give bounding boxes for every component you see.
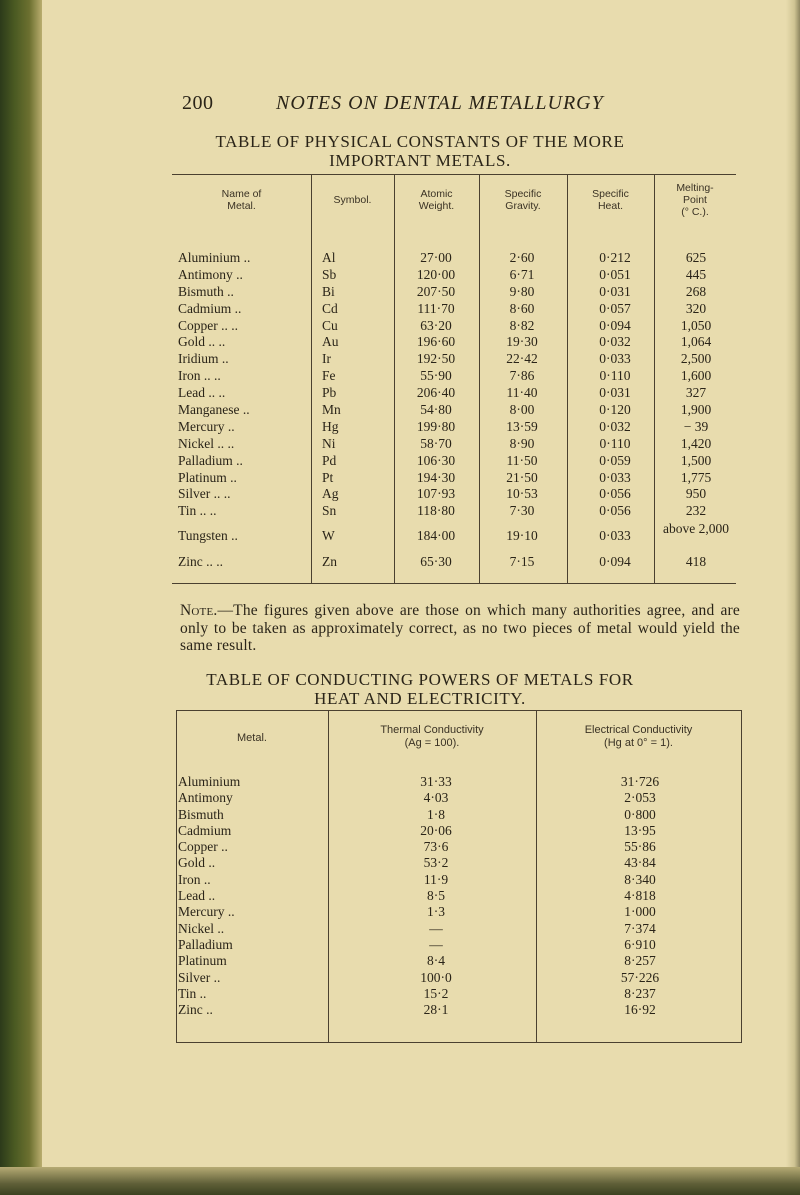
melting-point: 1,050 xyxy=(680,317,712,333)
header-text: Specific xyxy=(592,188,629,200)
electrical-conductivity: 4·818 xyxy=(624,888,656,904)
melting-point: 268 xyxy=(685,283,707,299)
specific-gravity: 11·50 xyxy=(506,452,538,468)
header-text: Symbol. xyxy=(333,194,372,206)
header-specific-heat xyxy=(567,188,654,212)
specific-heat: 0·033 xyxy=(599,351,631,367)
thermal-conductivity: — xyxy=(429,936,443,952)
electrical-conductivity: 43·84 xyxy=(624,855,656,871)
metal-name: Copper .. .. xyxy=(178,317,238,333)
table-row xyxy=(172,453,736,470)
metal-name: Platinum .. xyxy=(178,469,237,485)
electrical-conductivity: 55·86 xyxy=(624,839,656,855)
metal-symbol: Cu xyxy=(322,317,338,333)
metal-name: Gold .. .. xyxy=(178,334,226,350)
melting-point: 418 xyxy=(685,554,707,570)
table-row xyxy=(176,774,742,790)
atomic-weight: 192·50 xyxy=(416,351,456,367)
table-row xyxy=(176,888,742,904)
metal-symbol: Fe xyxy=(322,368,336,384)
electrical-conductivity: 8·237 xyxy=(624,985,656,1001)
table1-title-line: IMPORTANT METALS. xyxy=(329,151,511,170)
table-row xyxy=(172,503,736,520)
specific-gravity: 8·90 xyxy=(509,435,535,451)
thermal-conductivity: 1·3 xyxy=(427,904,445,920)
specific-heat: 0·051 xyxy=(599,266,631,282)
header-text: (Ag = 100). xyxy=(404,737,460,749)
atomic-weight: 107·93 xyxy=(416,486,456,502)
table-row xyxy=(176,970,742,986)
specific-heat: 0·056 xyxy=(599,503,631,519)
metal-symbol: Zn xyxy=(322,554,337,570)
header-specific-gravity xyxy=(479,188,567,212)
metal-name: Silver .. xyxy=(178,969,221,985)
header-text: (° C.). xyxy=(681,206,709,218)
table-row xyxy=(172,385,736,402)
electrical-conductivity: 57·226 xyxy=(620,969,660,985)
table-row xyxy=(172,284,736,301)
melting-point: 320 xyxy=(685,300,707,316)
specific-heat: 0·212 xyxy=(599,250,631,265)
electrical-conductivity: 8·340 xyxy=(624,871,656,887)
electrical-conductivity: 16·92 xyxy=(624,1002,656,1018)
table-row xyxy=(176,855,742,871)
physical-constants-table xyxy=(172,174,736,584)
metal-name: Manganese .. xyxy=(178,402,250,418)
metal-name: Palladium xyxy=(178,936,233,952)
metal-name: Zinc .. .. xyxy=(178,554,223,570)
metal-symbol: Sb xyxy=(322,266,337,282)
specific-gravity: 22·42 xyxy=(506,351,538,367)
specific-heat: 0·032 xyxy=(599,418,631,434)
thermal-conductivity: 8·5 xyxy=(427,888,445,904)
metal-name: Lead .. xyxy=(178,888,216,904)
table-rule xyxy=(176,710,742,711)
header-text: (Hg at 0° = 1). xyxy=(604,737,673,749)
table-row xyxy=(176,839,742,855)
thermal-conductivity: 20·06 xyxy=(420,822,452,838)
header-melting-point xyxy=(654,182,736,218)
specific-gravity: 19·10 xyxy=(506,528,538,544)
table-row xyxy=(176,921,742,937)
specific-gravity: 2·60 xyxy=(509,250,535,265)
metal-name: Antimony .. xyxy=(178,266,243,282)
specific-gravity: 13·59 xyxy=(506,418,538,434)
specific-heat: 0·059 xyxy=(599,452,631,468)
specific-gravity: 8·00 xyxy=(509,402,535,418)
electrical-conductivity: 6·910 xyxy=(624,936,656,952)
specific-gravity: 11·40 xyxy=(506,385,538,401)
melting-point: 2,500 xyxy=(680,351,712,367)
metal-name: Platinum xyxy=(178,953,227,969)
atomic-weight: 111·70 xyxy=(417,300,455,316)
melting-point: 1,600 xyxy=(680,368,712,384)
table1-title xyxy=(100,132,740,170)
header-electrical xyxy=(536,724,741,750)
atomic-weight: 207·50 xyxy=(416,283,456,299)
metal-name: Palladium .. xyxy=(178,452,243,468)
metal-name: Tin .. xyxy=(178,985,207,1001)
metal-symbol: Pt xyxy=(322,469,334,485)
atomic-weight: 27·00 xyxy=(420,250,452,265)
header-symbol xyxy=(311,194,394,206)
table2-body xyxy=(176,774,742,1018)
conducting-powers-table xyxy=(176,710,742,1043)
melting-point: 1,900 xyxy=(680,402,712,418)
metal-name: Cadmium .. xyxy=(178,300,242,316)
specific-heat: 0·031 xyxy=(599,283,631,299)
metal-name: Copper .. xyxy=(178,839,228,855)
metal-name: Iron .. .. xyxy=(178,368,221,384)
metal-name: Tin .. .. xyxy=(178,503,217,519)
metal-name: Cadmium xyxy=(178,822,232,838)
table-row xyxy=(176,1002,742,1018)
table-row xyxy=(172,301,736,318)
atomic-weight: 194·30 xyxy=(416,469,456,485)
table-row xyxy=(172,436,736,453)
table-row xyxy=(176,937,742,953)
table-row xyxy=(172,470,736,487)
table-row xyxy=(172,419,736,436)
header-text: Thermal Conductivity xyxy=(380,724,484,736)
table2-title-line: TABLE OF CONDUCTING POWERS OF METALS FOR xyxy=(206,670,634,689)
header-text: Melting- xyxy=(676,182,714,194)
metal-name: Aluminium .. xyxy=(178,250,251,265)
metal-symbol: W xyxy=(322,528,335,544)
metal-name: Iron .. xyxy=(178,871,211,887)
metal-name: Iridium .. xyxy=(178,351,229,367)
electrical-conductivity: 31·726 xyxy=(620,774,660,789)
table-row xyxy=(176,872,742,888)
metal-name: Tungsten .. xyxy=(178,528,238,544)
specific-gravity: 7·30 xyxy=(509,503,535,519)
specific-heat: 0·110 xyxy=(599,368,631,384)
specific-heat: 0·094 xyxy=(599,317,631,333)
specific-heat: 0·031 xyxy=(599,385,631,401)
electrical-conductivity: 8·257 xyxy=(624,953,656,969)
metal-symbol: Bi xyxy=(322,283,335,299)
metal-name: Aluminium xyxy=(178,774,241,789)
metal-name: Nickel .. xyxy=(178,920,225,936)
metal-name: Lead .. .. xyxy=(178,385,226,401)
thermal-conductivity: 28·1 xyxy=(423,1002,449,1018)
specific-heat: 0·094 xyxy=(599,554,631,570)
header-text: Electrical Conductivity xyxy=(584,724,693,736)
specific-gravity: 7·15 xyxy=(509,554,535,570)
specific-gravity: 9·80 xyxy=(509,283,535,299)
metal-name: Bismuth xyxy=(178,806,224,822)
page-bottom-edge xyxy=(0,1167,800,1195)
table-rule xyxy=(172,174,736,175)
table1-body xyxy=(172,250,736,571)
table-rule xyxy=(172,583,736,584)
header-text: Metal. xyxy=(227,200,256,212)
metal-symbol: Pd xyxy=(322,452,337,468)
atomic-weight: 55·90 xyxy=(420,368,452,384)
thermal-conductivity: 8·4 xyxy=(427,953,445,969)
thermal-conductivity: 100·0 xyxy=(420,969,452,985)
atomic-weight: 120·00 xyxy=(416,266,456,282)
electrical-conductivity: 0·800 xyxy=(624,806,656,822)
metal-name: Mercury .. xyxy=(178,904,235,920)
specific-heat: 0·056 xyxy=(599,486,631,502)
table-row xyxy=(172,368,736,385)
note-label: Note. xyxy=(180,602,218,619)
atomic-weight: 58·70 xyxy=(420,435,452,451)
metal-name: Silver .. .. xyxy=(178,486,231,502)
header-atomic-weight xyxy=(394,188,479,212)
metal-symbol: Mn xyxy=(322,402,341,418)
melting-point: 625 xyxy=(685,250,707,265)
thermal-conductivity: — xyxy=(429,920,443,936)
header-name xyxy=(172,188,311,212)
metal-name: Bismuth .. xyxy=(178,283,234,299)
metal-name: Gold .. xyxy=(178,855,216,871)
metal-symbol: Sn xyxy=(322,503,337,519)
melting-point: 445 xyxy=(685,266,707,282)
metal-name: Antimony xyxy=(178,790,233,806)
melting-point: 1,064 xyxy=(680,334,712,350)
page-number: 200 xyxy=(182,92,214,114)
specific-heat: 0·110 xyxy=(599,435,631,451)
table2-title xyxy=(100,670,740,708)
table-row xyxy=(172,402,736,419)
atomic-weight: 54·80 xyxy=(420,402,452,418)
page-edge xyxy=(786,0,800,1195)
specific-gravity: 8·82 xyxy=(509,317,535,333)
specific-gravity: 6·71 xyxy=(509,266,535,282)
header-text: Heat. xyxy=(597,200,624,212)
electrical-conductivity: 1·000 xyxy=(624,904,656,920)
atomic-weight: 199·80 xyxy=(416,418,456,434)
melting-point: − 39 xyxy=(683,418,709,434)
metal-symbol: Ni xyxy=(322,435,336,451)
specific-heat: 0·032 xyxy=(599,334,631,350)
table-row xyxy=(172,318,736,335)
header-text: Atomic xyxy=(420,188,453,200)
metal-symbol: Hg xyxy=(322,418,339,434)
table2-title-line: HEAT AND ELECTRICITY. xyxy=(314,689,526,708)
thermal-conductivity: 31·33 xyxy=(420,774,452,789)
specific-heat: 0·120 xyxy=(599,402,631,418)
header-thermal xyxy=(328,724,536,750)
metal-symbol: Cd xyxy=(322,300,338,316)
thermal-conductivity: 11·9 xyxy=(423,871,449,887)
electrical-conductivity: 2·053 xyxy=(624,790,656,806)
melting-point: above 2,000 xyxy=(663,521,729,537)
melting-point: 950 xyxy=(685,486,707,502)
header-text: Metal. xyxy=(237,732,267,744)
metal-symbol: Au xyxy=(322,334,339,350)
atomic-weight: 206·40 xyxy=(416,385,456,401)
table-row xyxy=(176,953,742,969)
atomic-weight: 118·80 xyxy=(417,503,455,519)
table-row xyxy=(176,986,742,1002)
table-row xyxy=(172,250,736,267)
header-text: Point xyxy=(683,194,707,206)
atomic-weight: 65·30 xyxy=(420,554,452,570)
metal-symbol: Al xyxy=(322,250,336,265)
melting-point: 327 xyxy=(685,385,707,401)
specific-heat: 0·033 xyxy=(599,528,631,544)
specific-gravity: 10·53 xyxy=(506,486,538,502)
metal-symbol: Ir xyxy=(322,351,331,367)
book-binding-edge xyxy=(0,0,42,1195)
atomic-weight: 184·00 xyxy=(416,528,456,544)
specific-gravity: 8·60 xyxy=(509,300,535,316)
table-row xyxy=(172,334,736,351)
header-text: Specific xyxy=(504,188,542,200)
specific-heat: 0·033 xyxy=(599,469,631,485)
table-row xyxy=(172,520,736,554)
electrical-conductivity: 7·374 xyxy=(624,920,656,936)
table-row xyxy=(176,904,742,920)
melting-point: 1,775 xyxy=(680,469,712,485)
metal-name: Zinc .. xyxy=(178,1002,213,1018)
header-text: Name of xyxy=(221,188,262,200)
thermal-conductivity: 4·03 xyxy=(423,790,449,806)
table-rule xyxy=(176,1042,742,1043)
table-row xyxy=(172,267,736,284)
header-text: Gravity. xyxy=(505,200,541,212)
melting-point: 1,420 xyxy=(680,435,712,451)
melting-point: 1,500 xyxy=(680,452,712,468)
thermal-conductivity: 15·2 xyxy=(423,985,449,1001)
metal-symbol: Ag xyxy=(322,486,339,502)
atomic-weight: 63·20 xyxy=(420,317,452,333)
thermal-conductivity: 1·8 xyxy=(427,806,445,822)
specific-gravity: 7·86 xyxy=(509,368,535,384)
atomic-weight: 196·60 xyxy=(416,334,456,350)
metal-name: Nickel .. .. xyxy=(178,435,235,451)
thermal-conductivity: 73·6 xyxy=(423,839,449,855)
header-metal xyxy=(176,732,328,745)
header-text: Weight. xyxy=(418,200,455,212)
table-row xyxy=(176,823,742,839)
thermal-conductivity: 53·2 xyxy=(423,855,449,871)
electrical-conductivity: 13·95 xyxy=(624,822,656,838)
note-paragraph xyxy=(180,602,740,655)
table-row xyxy=(172,554,736,571)
specific-gravity: 21·50 xyxy=(506,469,538,485)
table-row xyxy=(176,807,742,823)
table-row xyxy=(172,351,736,368)
metal-name: Mercury .. xyxy=(178,418,235,434)
melting-point: 232 xyxy=(685,503,707,519)
table1-title-line: TABLE OF PHYSICAL CONSTANTS OF THE MORE xyxy=(215,132,625,151)
note-text: —The figures given above are those on which many authorities agree, and are only to be taken as approximately correct, as no two pieces of metal would yield the same result. xyxy=(180,602,740,654)
specific-gravity: 19·30 xyxy=(506,334,538,350)
table-row xyxy=(172,486,736,503)
running-head: NOTES ON DENTAL METALLURGY xyxy=(276,92,604,114)
specific-heat: 0·057 xyxy=(599,300,631,316)
atomic-weight: 106·30 xyxy=(416,452,456,468)
table-row xyxy=(176,790,742,806)
metal-symbol: Pb xyxy=(322,385,337,401)
